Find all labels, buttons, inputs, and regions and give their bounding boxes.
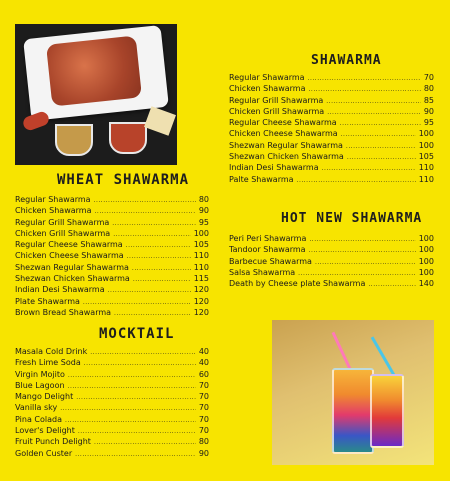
menu-item-price: 120 [193, 307, 209, 317]
menu-item-price: 100 [418, 234, 434, 243]
menu-item-name: Blue Lagoon [15, 380, 65, 390]
menu-item-price: 110 [193, 251, 209, 261]
menu-item-row [229, 278, 434, 289]
pickle-shape [21, 110, 50, 132]
wheat-shawarma-heading: WHEAT SHAWARMA [57, 172, 190, 188]
layered-mocktail-glass [332, 368, 374, 454]
menu-item-row [15, 228, 209, 239]
hot-new-shawarma-heading: HOT NEW SHAWARMA [281, 211, 423, 226]
menu-item-row [229, 95, 434, 106]
menu-item-price: 70 [198, 426, 209, 436]
shawarma-list [229, 72, 434, 185]
dot-leader [75, 448, 196, 460]
blue-straw-shape [371, 336, 397, 377]
menu-item-row [15, 357, 209, 368]
mocktail-list [15, 346, 209, 459]
menu-item-row [229, 117, 434, 128]
menu-item-row [229, 244, 434, 255]
menu-item-row [15, 402, 209, 413]
menu-item-name: Chicken Shawarma [15, 206, 92, 216]
menu-item-row [15, 391, 209, 402]
sauce-bowl-shape [109, 122, 147, 154]
menu-item-price: 120 [193, 285, 209, 295]
menu-item-price: 110 [193, 262, 209, 272]
menu-item-row [15, 217, 209, 228]
menu-item-name: Shezwan Regular Shawarma [229, 140, 343, 150]
menu-item-price: 60 [198, 369, 209, 379]
menu-item-price: 80 [198, 195, 209, 204]
menu-item-price: 70 [198, 392, 209, 402]
menu-item-row [15, 194, 209, 205]
menu-item-name: Masala Cold Drink [15, 347, 88, 356]
menu-item-name: Shezwan Chicken Shawarma [15, 274, 130, 284]
menu-item-row [15, 307, 209, 318]
shawarma-heading: SHAWARMA [311, 53, 382, 68]
menu-item-row [229, 106, 434, 117]
dot-leader [114, 307, 191, 319]
dot-leader [297, 174, 416, 186]
menu-item-price: 40 [198, 347, 209, 356]
menu-item-row [229, 83, 434, 94]
menu-item-name: Indian Desi Shawarma [15, 285, 105, 295]
menu-item-price: 40 [198, 358, 209, 368]
menu-item-name: Fruit Punch Delight [15, 437, 91, 447]
menu-item-name: Regular Cheese Shawarma [15, 240, 123, 250]
menu-item-name: Lover's Delight [15, 426, 75, 436]
menu-item-price: 100 [193, 228, 209, 238]
menu-item-price: 70 [198, 414, 209, 424]
menu-item-name: Chicken Shawarma [229, 84, 306, 94]
menu-item-name: Fresh Lime Soda [15, 358, 81, 368]
menu-item-price: 85 [423, 95, 434, 105]
shawarma-food-shape [46, 35, 142, 106]
dip-bowl-shape [55, 124, 93, 156]
menu-item-price: 100 [418, 256, 434, 266]
menu-item-name: Plate Shawarma [15, 296, 80, 306]
menu-item-price: 80 [423, 84, 434, 94]
dot-leader [368, 278, 415, 290]
hot-new-shawarma-list [229, 233, 434, 289]
menu-item-price: 140 [418, 279, 434, 289]
menu-item-row [15, 414, 209, 425]
menu-item-row [229, 128, 434, 139]
bread-shape [144, 106, 176, 136]
menu-item-row [15, 436, 209, 447]
menu-item-row [229, 233, 434, 244]
menu-item-price: 95 [423, 118, 434, 128]
wheat-shawarma-list [15, 194, 209, 318]
menu-item-price: 90 [198, 448, 209, 458]
menu-item-price: 100 [418, 245, 434, 255]
menu-item-row [229, 267, 434, 278]
menu-item-price: 110 [418, 163, 434, 173]
menu-item-price: 115 [193, 274, 209, 284]
menu-item-row [229, 140, 434, 151]
menu-item-price: 80 [198, 437, 209, 447]
menu-item-price: 95 [198, 217, 209, 227]
menu-item-row [15, 448, 209, 459]
menu-item-row [15, 250, 209, 261]
layered-mocktail-glass [370, 374, 404, 448]
menu-item-row [229, 162, 434, 173]
menu-item-name: Regular Cheese Shawarma [229, 118, 337, 128]
menu-item-name: Death by Cheese plate Shawarma [229, 279, 366, 289]
menu-item-name: Chicken Cheese Shawarma [15, 251, 124, 261]
menu-item-name: Regular Grill Shawarma [229, 95, 324, 105]
mocktail-heading: MOCKTAIL [99, 326, 175, 342]
menu-item-name: Peri Peri Shawarma [229, 234, 307, 243]
menu-item-price: 105 [193, 240, 209, 250]
menu-item-price: 105 [418, 152, 434, 162]
menu-item-name: Chicken Cheese Shawarma [229, 129, 338, 139]
menu-item-row [229, 72, 434, 83]
menu-item-name: Regular Shawarma [15, 195, 91, 204]
menu-item-price: 70 [198, 380, 209, 390]
menu-item-name: Tandoor Shawarma [229, 245, 306, 255]
menu-item-row [229, 151, 434, 162]
menu-item-name: Golden Custer [15, 448, 73, 458]
menu-item-row [15, 205, 209, 216]
menu-item-price: 90 [423, 106, 434, 116]
menu-item-price: 110 [418, 174, 434, 184]
menu-item-row [15, 369, 209, 380]
menu-item-name: Indian Desi Shawarma [229, 163, 319, 173]
menu-item-price: 120 [193, 296, 209, 306]
menu-item-row [15, 346, 209, 357]
menu-item-row [15, 296, 209, 307]
menu-item-name: Chicken Grill Shawarma [15, 228, 111, 238]
menu-item-price: 100 [418, 267, 434, 277]
menu-item-row [15, 262, 209, 273]
menu-item-name: Shezwan Regular Shawarma [15, 262, 129, 272]
menu-item-row [15, 273, 209, 284]
menu-item-price: 100 [418, 140, 434, 150]
mocktail-glasses-photo [272, 320, 434, 465]
menu-item-price: 100 [418, 129, 434, 139]
menu-item-name: Mango Delight [15, 392, 74, 402]
menu-item-name: Pina Colada [15, 414, 62, 424]
menu-item-name: Regular Shawarma [229, 73, 305, 82]
menu-item-name: Vanilla sky [15, 403, 58, 413]
menu-item-row [15, 425, 209, 436]
menu-item-row [15, 239, 209, 250]
shawarma-plate-photo [15, 24, 177, 165]
menu-item-name: Brown Bread Shawarma [15, 307, 112, 317]
menu-item-name: Salsa Shawarma [229, 267, 296, 277]
menu-item-name: Palte Shawarma [229, 174, 294, 184]
menu-item-price: 70 [198, 403, 209, 413]
menu-item-row [15, 380, 209, 391]
menu-item-row [15, 284, 209, 295]
menu-item-name: Regular Grill Shawarma [15, 217, 110, 227]
menu-item-name: Shezwan Chicken Shawarma [229, 152, 344, 162]
menu-item-row [229, 256, 434, 267]
menu-item-name: Barbecue Shawarma [229, 256, 312, 266]
menu-item-price: 70 [423, 73, 434, 82]
menu-item-price: 90 [198, 206, 209, 216]
menu-item-name: Virgin Mojito [15, 369, 65, 379]
menu-item-name: Chicken Grill Shawarma [229, 106, 325, 116]
menu-item-row [229, 174, 434, 185]
